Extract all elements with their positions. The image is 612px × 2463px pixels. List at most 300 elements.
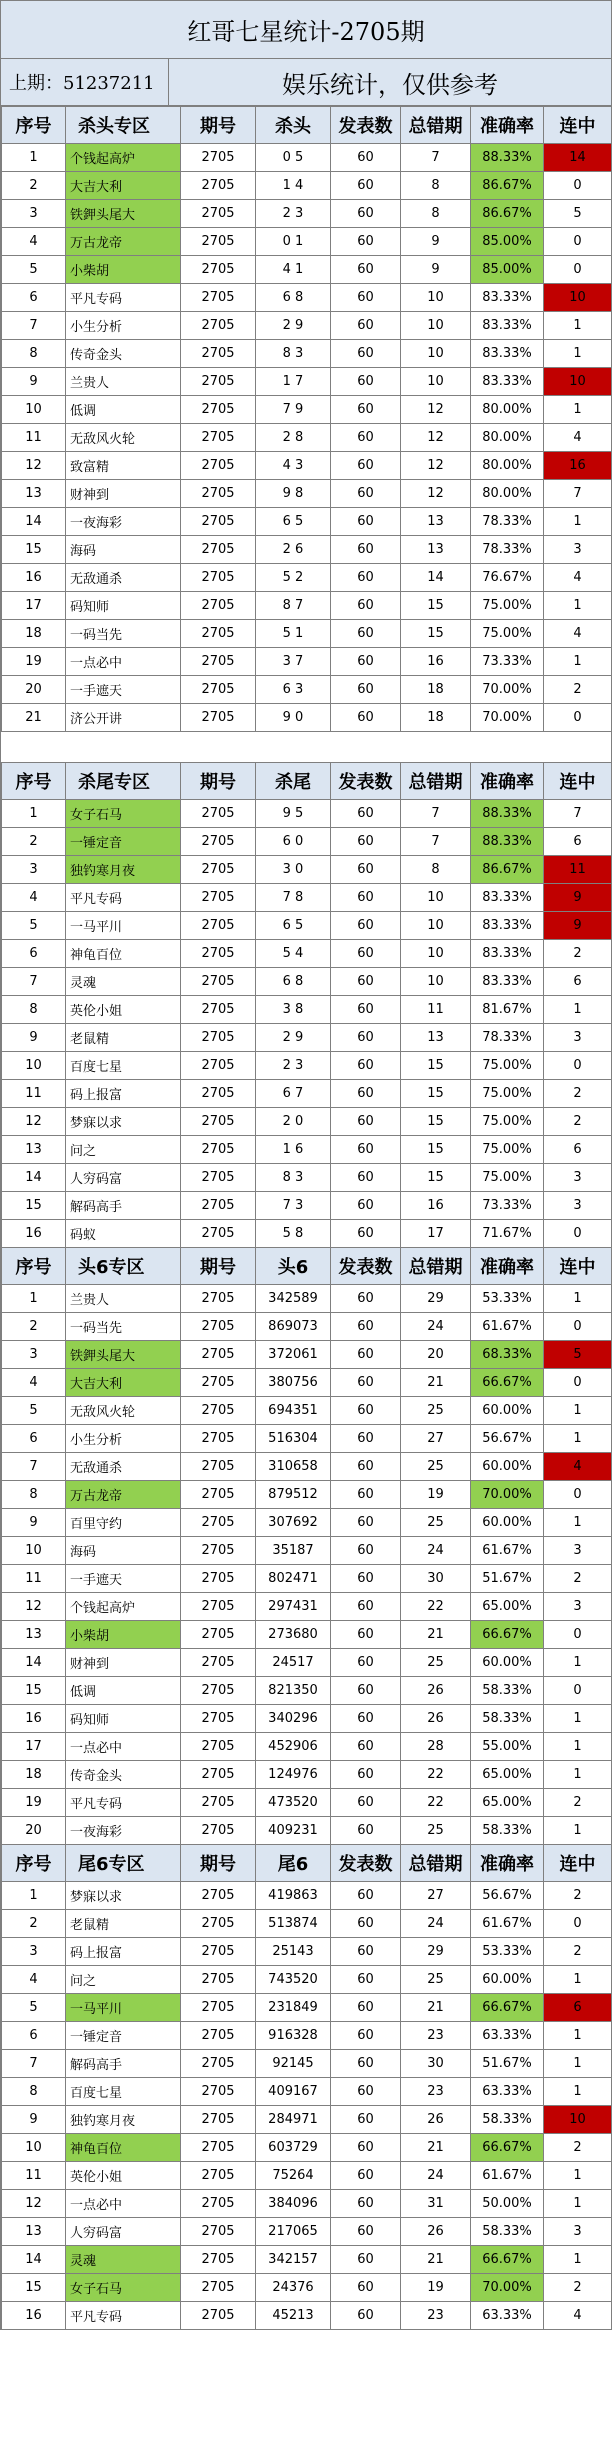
row-index: 15	[2, 1192, 66, 1220]
row-accuracy: 83.33%	[471, 368, 544, 396]
row-period: 2705	[181, 256, 256, 284]
row-misses: 12	[401, 396, 471, 424]
table-row	[2, 1425, 612, 1453]
row-name: 低调	[66, 1677, 181, 1705]
row-value: 4 1	[256, 256, 331, 284]
row-period: 2705	[181, 424, 256, 452]
row-value: 45213	[256, 2302, 331, 2330]
row-value: 1 7	[256, 368, 331, 396]
row-accuracy: 65.00%	[471, 1761, 544, 1789]
header-posts: 发表数	[331, 1248, 401, 1285]
row-index: 5	[2, 1397, 66, 1425]
row-period: 2705	[181, 1369, 256, 1397]
row-accuracy: 86.67%	[471, 172, 544, 200]
row-misses: 10	[401, 340, 471, 368]
row-period: 2705	[181, 368, 256, 396]
row-misses: 24	[401, 1537, 471, 1565]
row-index: 7	[2, 2050, 66, 2078]
row-value: 372061	[256, 1341, 331, 1369]
table-row	[2, 1481, 612, 1509]
section-spacer	[2, 732, 612, 763]
row-period: 2705	[181, 1453, 256, 1481]
row-posts: 60	[331, 312, 401, 340]
table-row	[2, 2274, 612, 2302]
table-row	[2, 1593, 612, 1621]
row-streak: 0	[544, 1220, 612, 1248]
row-misses: 25	[401, 1453, 471, 1481]
row-period: 2705	[181, 508, 256, 536]
row-posts: 60	[331, 968, 401, 996]
row-index: 5	[2, 912, 66, 940]
header-index: 序号	[2, 763, 66, 800]
row-accuracy: 61.67%	[471, 2162, 544, 2190]
row-accuracy: 63.33%	[471, 2078, 544, 2106]
row-period: 2705	[181, 884, 256, 912]
row-value: 9 0	[256, 704, 331, 732]
header-value: 尾6	[256, 1845, 331, 1882]
row-value: 743520	[256, 1966, 331, 1994]
row-streak: 1	[544, 2078, 612, 2106]
row-posts: 60	[331, 200, 401, 228]
row-misses: 25	[401, 1817, 471, 1845]
row-streak: 6	[544, 968, 612, 996]
row-name: 独钓寒月夜	[66, 856, 181, 884]
row-period: 2705	[181, 676, 256, 704]
header-zone: 头6专区	[66, 1248, 181, 1285]
row-index: 11	[2, 1565, 66, 1593]
table-row	[2, 1024, 612, 1052]
row-posts: 60	[331, 912, 401, 940]
table-row	[2, 856, 612, 884]
row-accuracy: 88.33%	[471, 828, 544, 856]
row-misses: 15	[401, 1052, 471, 1080]
row-misses: 25	[401, 1397, 471, 1425]
row-misses: 14	[401, 564, 471, 592]
row-accuracy: 66.67%	[471, 2134, 544, 2162]
row-accuracy: 53.33%	[471, 1938, 544, 1966]
row-name: 一手遮天	[66, 1565, 181, 1593]
row-posts: 60	[331, 2246, 401, 2274]
row-name: 小柴胡	[66, 256, 181, 284]
row-streak: 3	[544, 536, 612, 564]
row-accuracy: 76.67%	[471, 564, 544, 592]
row-accuracy: 88.33%	[471, 144, 544, 172]
row-name: 码上报富	[66, 1938, 181, 1966]
table-row	[2, 228, 612, 256]
row-name: 灵魂	[66, 968, 181, 996]
row-index: 13	[2, 1621, 66, 1649]
row-name: 码上报富	[66, 1080, 181, 1108]
table-row	[2, 144, 612, 172]
row-streak: 10	[544, 2106, 612, 2134]
row-streak: 4	[544, 620, 612, 648]
table-row	[2, 912, 612, 940]
row-index: 3	[2, 200, 66, 228]
table-row	[2, 620, 612, 648]
row-accuracy: 66.67%	[471, 1621, 544, 1649]
row-misses: 10	[401, 912, 471, 940]
row-index: 13	[2, 1136, 66, 1164]
row-accuracy: 51.67%	[471, 1565, 544, 1593]
row-index: 8	[2, 1481, 66, 1509]
row-name: 个钱起高炉	[66, 1593, 181, 1621]
table-row	[2, 312, 612, 340]
row-name: 一马平川	[66, 912, 181, 940]
row-index: 9	[2, 1509, 66, 1537]
row-posts: 60	[331, 1052, 401, 1080]
row-posts: 60	[331, 1164, 401, 1192]
row-name: 独钓寒月夜	[66, 2106, 181, 2134]
row-name: 平凡专码	[66, 1789, 181, 1817]
row-index: 5	[2, 256, 66, 284]
row-posts: 60	[331, 1761, 401, 1789]
row-accuracy: 83.33%	[471, 284, 544, 312]
row-accuracy: 66.67%	[471, 1369, 544, 1397]
row-index: 7	[2, 968, 66, 996]
row-value: 2 9	[256, 1024, 331, 1052]
row-name: 码知师	[66, 1705, 181, 1733]
table-row	[2, 1565, 612, 1593]
table-row	[2, 1938, 612, 1966]
row-name: 一锤定音	[66, 2022, 181, 2050]
header-zone: 尾6专区	[66, 1845, 181, 1882]
table-row	[2, 1313, 612, 1341]
header-misses: 总错期	[401, 107, 471, 144]
row-name: 铁鉀头尾大	[66, 200, 181, 228]
row-accuracy: 78.33%	[471, 508, 544, 536]
table-row	[2, 284, 612, 312]
row-posts: 60	[331, 704, 401, 732]
row-accuracy: 56.67%	[471, 1425, 544, 1453]
row-misses: 29	[401, 1938, 471, 1966]
row-accuracy: 75.00%	[471, 1108, 544, 1136]
table-row	[2, 2162, 612, 2190]
row-value: 3 0	[256, 856, 331, 884]
row-name: 梦寐以求	[66, 1882, 181, 1910]
table-row	[2, 1733, 612, 1761]
row-accuracy: 73.33%	[471, 648, 544, 676]
row-value: 603729	[256, 2134, 331, 2162]
section-header-row	[2, 1845, 612, 1882]
row-misses: 9	[401, 228, 471, 256]
header-index: 序号	[2, 107, 66, 144]
header-accuracy: 准确率	[471, 1845, 544, 1882]
row-misses: 8	[401, 172, 471, 200]
table-row	[2, 1789, 612, 1817]
row-streak: 1	[544, 1817, 612, 1845]
row-posts: 60	[331, 1817, 401, 1845]
row-period: 2705	[181, 828, 256, 856]
row-name: 老鼠精	[66, 1024, 181, 1052]
row-index: 2	[2, 1910, 66, 1938]
row-name: 无敌通杀	[66, 1453, 181, 1481]
row-misses: 15	[401, 620, 471, 648]
row-posts: 60	[331, 1565, 401, 1593]
row-streak: 1	[544, 2022, 612, 2050]
row-value: 9 8	[256, 480, 331, 508]
row-streak: 1	[544, 2162, 612, 2190]
row-streak: 3	[544, 1537, 612, 1565]
row-misses: 9	[401, 256, 471, 284]
row-posts: 60	[331, 1882, 401, 1910]
row-period: 2705	[181, 968, 256, 996]
row-value: 24517	[256, 1649, 331, 1677]
table-row	[2, 200, 612, 228]
table-row	[2, 2246, 612, 2274]
row-streak: 4	[544, 1453, 612, 1481]
header-streak: 连中	[544, 107, 612, 144]
row-value: 380756	[256, 1369, 331, 1397]
row-misses: 27	[401, 1882, 471, 1910]
row-misses: 24	[401, 1313, 471, 1341]
row-accuracy: 75.00%	[471, 620, 544, 648]
row-streak: 0	[544, 1369, 612, 1397]
header-value: 杀头	[256, 107, 331, 144]
row-streak: 2	[544, 676, 612, 704]
row-posts: 60	[331, 1481, 401, 1509]
row-accuracy: 83.33%	[471, 340, 544, 368]
table-row	[2, 1649, 612, 1677]
row-value: 8 3	[256, 340, 331, 368]
row-posts: 60	[331, 996, 401, 1024]
row-value: 6 5	[256, 912, 331, 940]
table-row	[2, 1220, 612, 1248]
row-period: 2705	[181, 396, 256, 424]
row-index: 20	[2, 676, 66, 704]
row-misses: 7	[401, 144, 471, 172]
row-streak: 1	[544, 340, 612, 368]
row-posts: 60	[331, 1220, 401, 1248]
row-index: 9	[2, 1024, 66, 1052]
row-name: 梦寐以求	[66, 1108, 181, 1136]
row-posts: 60	[331, 1369, 401, 1397]
row-period: 2705	[181, 1938, 256, 1966]
row-name: 平凡专码	[66, 2302, 181, 2330]
row-period: 2705	[181, 1677, 256, 1705]
row-misses: 23	[401, 2302, 471, 2330]
row-streak: 1	[544, 2246, 612, 2274]
row-posts: 60	[331, 452, 401, 480]
row-name: 英伦小姐	[66, 2162, 181, 2190]
row-value: 124976	[256, 1761, 331, 1789]
row-streak: 3	[544, 1593, 612, 1621]
header-streak: 连中	[544, 763, 612, 800]
row-value: 7 3	[256, 1192, 331, 1220]
row-period: 2705	[181, 620, 256, 648]
row-index: 21	[2, 704, 66, 732]
row-posts: 60	[331, 2050, 401, 2078]
row-name: 一锤定音	[66, 828, 181, 856]
row-streak: 0	[544, 704, 612, 732]
row-accuracy: 70.00%	[471, 1481, 544, 1509]
table-row	[2, 2218, 612, 2246]
row-period: 2705	[181, 996, 256, 1024]
row-accuracy: 86.67%	[471, 200, 544, 228]
row-period: 2705	[181, 1705, 256, 1733]
table-row	[2, 1052, 612, 1080]
row-name: 神龟百位	[66, 2134, 181, 2162]
row-name: 解码高手	[66, 2050, 181, 2078]
table-row	[2, 940, 612, 968]
table-row	[2, 396, 612, 424]
row-posts: 60	[331, 1425, 401, 1453]
row-value: 821350	[256, 1677, 331, 1705]
row-index: 10	[2, 396, 66, 424]
row-index: 3	[2, 856, 66, 884]
row-streak: 1	[544, 592, 612, 620]
row-streak: 1	[544, 996, 612, 1024]
header-zone: 杀头专区	[66, 107, 181, 144]
row-posts: 60	[331, 2162, 401, 2190]
row-posts: 60	[331, 1192, 401, 1220]
row-streak: 6	[544, 1994, 612, 2022]
row-name: 灵魂	[66, 2246, 181, 2274]
row-streak: 0	[544, 1910, 612, 1938]
row-misses: 15	[401, 1108, 471, 1136]
row-misses: 18	[401, 676, 471, 704]
table-row	[2, 1966, 612, 1994]
row-value: 5 4	[256, 940, 331, 968]
row-name: 百度七星	[66, 1052, 181, 1080]
row-name: 码蚁	[66, 1220, 181, 1248]
row-misses: 11	[401, 996, 471, 1024]
row-value: 473520	[256, 1789, 331, 1817]
row-value: 869073	[256, 1313, 331, 1341]
row-accuracy: 75.00%	[471, 1136, 544, 1164]
row-name: 海码	[66, 1537, 181, 1565]
row-name: 一夜海彩	[66, 508, 181, 536]
row-index: 11	[2, 1080, 66, 1108]
row-misses: 18	[401, 704, 471, 732]
row-value: 2 9	[256, 312, 331, 340]
row-misses: 27	[401, 1425, 471, 1453]
row-streak: 0	[544, 1677, 612, 1705]
row-value: 516304	[256, 1425, 331, 1453]
row-streak: 1	[544, 1425, 612, 1453]
row-name: 问之	[66, 1966, 181, 1994]
table-row	[2, 800, 612, 828]
row-name: 无敌通杀	[66, 564, 181, 592]
table-row	[2, 1882, 612, 1910]
row-index: 15	[2, 1677, 66, 1705]
row-misses: 30	[401, 2050, 471, 2078]
table-row	[2, 1677, 612, 1705]
table-row	[2, 1910, 612, 1938]
row-streak: 0	[544, 1313, 612, 1341]
row-accuracy: 83.33%	[471, 940, 544, 968]
row-index: 13	[2, 480, 66, 508]
row-value: 2 8	[256, 424, 331, 452]
row-misses: 7	[401, 828, 471, 856]
row-posts: 60	[331, 800, 401, 828]
row-index: 12	[2, 452, 66, 480]
row-value: 6 5	[256, 508, 331, 536]
row-name: 万古龙帝	[66, 228, 181, 256]
table-row	[2, 1621, 612, 1649]
row-misses: 20	[401, 1341, 471, 1369]
row-misses: 12	[401, 424, 471, 452]
row-accuracy: 83.33%	[471, 912, 544, 940]
row-misses: 22	[401, 1789, 471, 1817]
row-misses: 16	[401, 648, 471, 676]
header-index: 序号	[2, 1248, 66, 1285]
row-period: 2705	[181, 1593, 256, 1621]
row-index: 8	[2, 996, 66, 1024]
row-streak: 10	[544, 368, 612, 396]
row-name: 老鼠精	[66, 1910, 181, 1938]
row-accuracy: 83.33%	[471, 884, 544, 912]
row-period: 2705	[181, 2274, 256, 2302]
row-posts: 60	[331, 284, 401, 312]
row-streak: 0	[544, 172, 612, 200]
row-accuracy: 63.33%	[471, 2022, 544, 2050]
row-streak: 1	[544, 1285, 612, 1313]
row-accuracy: 60.00%	[471, 1649, 544, 1677]
row-misses: 8	[401, 856, 471, 884]
row-value: 340296	[256, 1705, 331, 1733]
row-accuracy: 68.33%	[471, 1341, 544, 1369]
row-streak: 2	[544, 2134, 612, 2162]
row-index: 2	[2, 1313, 66, 1341]
row-period: 2705	[181, 800, 256, 828]
row-misses: 10	[401, 284, 471, 312]
row-accuracy: 60.00%	[471, 1966, 544, 1994]
row-misses: 10	[401, 884, 471, 912]
row-value: 217065	[256, 2218, 331, 2246]
row-accuracy: 85.00%	[471, 256, 544, 284]
row-accuracy: 66.67%	[471, 2246, 544, 2274]
row-name: 兰贵人	[66, 1285, 181, 1313]
row-value: 419863	[256, 1882, 331, 1910]
row-posts: 60	[331, 1108, 401, 1136]
row-name: 一码当先	[66, 1313, 181, 1341]
header-accuracy: 准确率	[471, 763, 544, 800]
row-period: 2705	[181, 284, 256, 312]
row-value: 9 5	[256, 800, 331, 828]
row-period: 2705	[181, 2218, 256, 2246]
row-period: 2705	[181, 2302, 256, 2330]
row-misses: 26	[401, 1677, 471, 1705]
header-misses: 总错期	[401, 1845, 471, 1882]
header-index: 序号	[2, 1845, 66, 1882]
row-streak: 2	[544, 1108, 612, 1136]
row-name: 解码高手	[66, 1192, 181, 1220]
row-misses: 12	[401, 452, 471, 480]
row-streak: 0	[544, 256, 612, 284]
row-misses: 25	[401, 1649, 471, 1677]
table-row	[2, 2078, 612, 2106]
table-row	[2, 2050, 612, 2078]
row-misses: 10	[401, 940, 471, 968]
row-accuracy: 58.33%	[471, 2106, 544, 2134]
row-period: 2705	[181, 1024, 256, 1052]
row-index: 6	[2, 284, 66, 312]
row-streak: 16	[544, 452, 612, 480]
row-accuracy: 85.00%	[471, 228, 544, 256]
row-posts: 60	[331, 676, 401, 704]
row-value: 24376	[256, 2274, 331, 2302]
row-posts: 60	[331, 1621, 401, 1649]
row-accuracy: 78.33%	[471, 1024, 544, 1052]
row-period: 2705	[181, 2106, 256, 2134]
table-row	[2, 2022, 612, 2050]
row-value: 25143	[256, 1938, 331, 1966]
row-value: 75264	[256, 2162, 331, 2190]
row-value: 6 0	[256, 828, 331, 856]
row-name: 平凡专码	[66, 284, 181, 312]
row-posts: 60	[331, 1313, 401, 1341]
row-accuracy: 70.00%	[471, 2274, 544, 2302]
